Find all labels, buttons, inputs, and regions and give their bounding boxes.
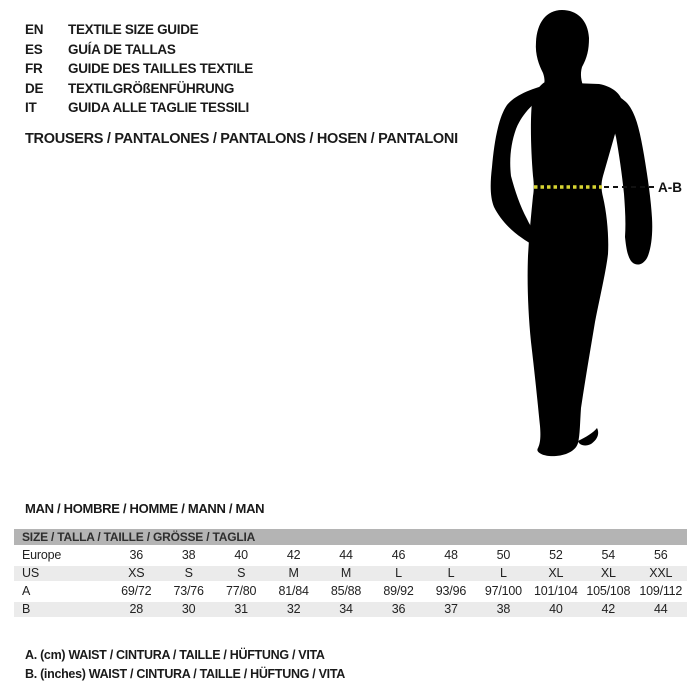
size-cell: 97/100	[484, 584, 522, 598]
size-cell: XXL	[649, 566, 673, 580]
size-cell: 109/112	[639, 584, 683, 598]
size-cell: 36	[391, 602, 406, 616]
language-row-es	[25, 40, 253, 60]
size-cell: 30	[181, 602, 196, 616]
table-row-a-cm	[14, 584, 687, 599]
size-cell: 48	[444, 548, 458, 562]
table-row-b-inches	[14, 602, 687, 617]
language-row-it	[25, 98, 253, 118]
size-cell: 42	[601, 602, 616, 616]
size-cell: 50	[496, 548, 511, 562]
table-row-us	[14, 566, 687, 581]
language-code: ES	[25, 41, 43, 57]
size-cell: 40	[549, 602, 563, 616]
language-row-de	[25, 79, 253, 99]
size-cell: 93/96	[435, 584, 467, 598]
table-row-europe	[14, 548, 687, 563]
size-cell: 28	[129, 602, 143, 616]
row-label: Europe	[22, 548, 62, 562]
silhouette-back-shoe	[578, 428, 598, 445]
size-table	[14, 529, 687, 617]
row-label: A	[22, 584, 31, 598]
size-table-header: SIZE / TALLA / TAILLE / GRÖSSE / TAGLIA	[14, 529, 687, 545]
size-cell: XL	[548, 566, 564, 580]
language-label: GUIDE DES TAILLES TEXTILE	[68, 61, 254, 77]
size-cell: L	[500, 566, 507, 580]
language-list	[25, 20, 253, 118]
size-cell: S	[237, 566, 246, 580]
language-code: FR	[25, 61, 43, 77]
size-cell: 34	[339, 602, 353, 616]
size-cell: 85/88	[330, 584, 362, 598]
size-cell: M	[288, 566, 299, 580]
size-cell: 42	[286, 548, 301, 562]
language-code: DE	[25, 80, 44, 96]
man-silhouette-figure	[450, 0, 700, 480]
size-cell: 105/108	[586, 584, 631, 598]
size-cell: 40	[234, 548, 248, 562]
language-label: TEXTILE SIZE GUIDE	[68, 22, 199, 37]
category-heading: TROUSERS / PANTALONES / PANTALONS / HOSEN / PANTALONI	[25, 131, 458, 147]
size-cell: XL	[600, 566, 616, 580]
size-cell: 101/104	[533, 584, 578, 598]
language-code: EN	[25, 22, 44, 37]
size-cell: L	[447, 566, 455, 580]
size-cell: XS	[128, 566, 145, 580]
measure-label-ab: A-B	[658, 180, 682, 195]
size-cell: 38	[181, 548, 196, 562]
size-cell: 36	[129, 548, 143, 562]
size-cell: 81/84	[278, 584, 309, 598]
size-cell: 38	[496, 602, 511, 616]
size-cell: 37	[444, 602, 458, 616]
section-heading: MAN / HOMBRE / HOMME / MANN / MAN	[25, 501, 265, 516]
size-cell: S	[184, 566, 193, 580]
size-cell: 44	[339, 548, 353, 562]
language-label: GUIDA ALLE TAGLIE TESSILI	[68, 100, 249, 116]
size-cell: 54	[601, 548, 616, 562]
size-cell: L	[395, 566, 402, 580]
size-cell: 44	[654, 602, 668, 616]
language-label: TEXTILGRÖßENFÜHRUNG	[68, 80, 235, 96]
size-cell: 56	[654, 548, 668, 562]
language-row-en	[25, 20, 253, 40]
size-cell: 31	[234, 602, 248, 616]
footnote-a: A. (cm) WAIST / CINTURA / TAILLE / HÜFTUNG / VITA	[25, 648, 325, 662]
row-label: US	[22, 566, 39, 580]
size-cell: 52	[549, 548, 563, 562]
row-label: B	[22, 602, 31, 616]
size-cell: 69/72	[121, 584, 152, 598]
size-cell: 73/76	[173, 584, 204, 598]
size-cell: 32	[286, 602, 301, 616]
size-cell: 77/80	[225, 584, 257, 598]
size-cell: 46	[391, 548, 406, 562]
size-cell: M	[340, 566, 352, 580]
size-cell: 89/92	[383, 584, 414, 598]
footnote-b: B. (inches) WAIST / CINTURA / TAILLE / HÜFTUNG / VITA	[25, 666, 345, 681]
language-label: GUÍA DE TALLAS	[68, 41, 176, 57]
language-row-fr	[25, 59, 253, 79]
footnotes	[25, 646, 345, 683]
silhouette-head	[536, 10, 589, 88]
silhouette-body	[528, 82, 622, 456]
language-code: IT	[25, 100, 37, 116]
